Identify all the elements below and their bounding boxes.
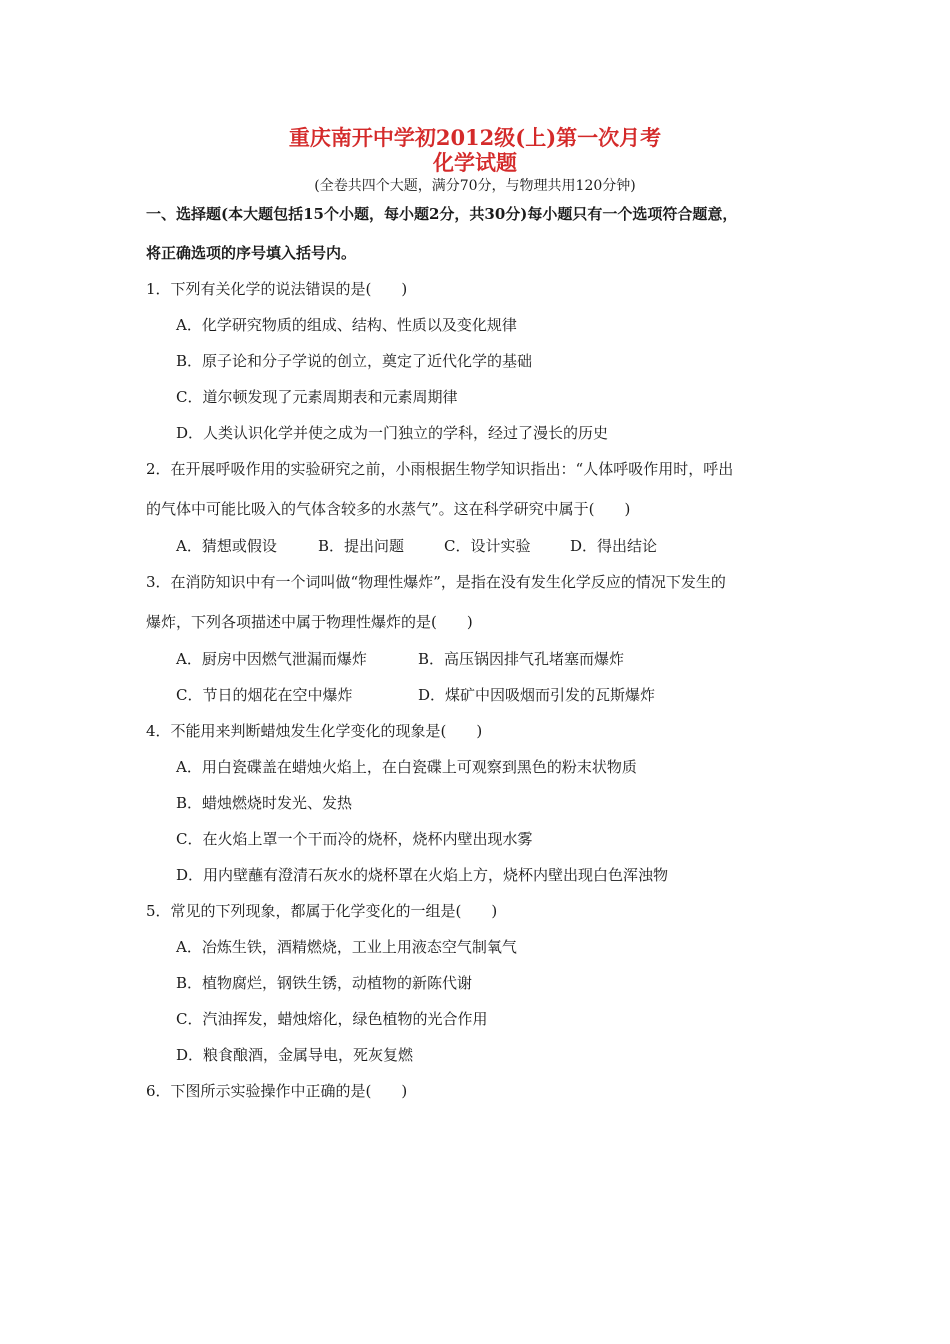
question-3-stem: 3．在消防知识中有一个词叫做“物理性爆炸”，是指在没有发生化学反应的情况下发生的 (146, 573, 726, 591)
question-4-option-c: C．在火焰上罩一个干而冷的烧杯，烧杯内壁出现水雾 (176, 830, 533, 848)
question-3-option-a: A．厨房中因燃气泄漏而爆炸 (176, 650, 367, 668)
question-2-option-c: C．设计实验 (444, 537, 531, 555)
subject-title: 化学试题 (433, 150, 517, 175)
question-1-option-d: D．人类认识化学并使之成为一门独立的学科，经过了漫长的历史 (176, 424, 609, 442)
question-5-stem: 5．常见的下列现象，都属于化学变化的一组是( ) (146, 902, 498, 920)
question-2-stem: 2．在开展呼吸作用的实验研究之前，小雨根据生物学知识指出：“人体呼吸作用时，呼出 (146, 460, 734, 478)
exam-title: 重庆南开中学初2012级(上)第一次月考 (288, 125, 662, 150)
question-5-option-c: C．汽油挥发，蜡烛熔化，绿色植物的光合作用 (176, 1010, 488, 1028)
question-2-option-d: D．得出结论 (570, 537, 658, 555)
question-3-options-row1 (176, 649, 624, 669)
question-3-option-d: D．煤矿中因吸烟而引发的瓦斯爆炸 (418, 686, 656, 704)
question-3-option-b: B．高压锅因排气孔堵塞而爆炸 (418, 650, 625, 668)
exam-info: (全卷共四个大题，满分70分，与物理共用120分钟) (314, 178, 636, 194)
question-2-option-a: A．猜想或假设 (176, 537, 277, 555)
question-2-options (176, 536, 657, 556)
question-1-stem: 1．下列有关化学的说法错误的是( ) (146, 280, 408, 298)
question-4-option-b: B．蜡烛燃烧时发光、发热 (176, 794, 353, 812)
question-5-option-b: B．植物腐烂，钢铁生锈，动植物的新陈代谢 (176, 974, 473, 992)
question-3-options-row2 (176, 685, 655, 705)
question-3-stem-cont: 爆炸，下列各项描述中属于物理性爆炸的是( ) (146, 613, 473, 631)
question-4-option-d: D．用内壁蘸有澄清石灰水的烧杯罩在火焰上方，烧杯内壁出现白色浑浊物 (176, 866, 669, 884)
section-heading-cont: 将正确选项的序号填入括号内。 (146, 244, 357, 262)
question-5-option-a: A．冶炼生铁，酒精燃烧，工业上用液态空气制氧气 (176, 938, 517, 956)
question-4-stem: 4．不能用来判断蜡烛发生化学变化的现象是( ) (146, 722, 483, 740)
question-1-option-c: C．道尔顿发现了元素周期表和元素周期律 (176, 388, 458, 406)
question-1-option-a: A．化学研究物质的组成、结构、性质以及变化规律 (176, 316, 517, 334)
question-2-stem-cont: 的气体中可能比吸入的气体含较多的水蒸气”。这在科学研究中属于( ) (146, 500, 631, 518)
question-4-option-a: A．用白瓷碟盖在蜡烛火焰上，在白瓷碟上可观察到黑色的粉末状物质 (176, 758, 637, 776)
question-2-option-b: B．提出问题 (318, 537, 405, 555)
question-6-stem: 6．下图所示实验操作中正确的是( ) (146, 1082, 408, 1100)
question-5-option-d: D．粮食酿酒，金属导电，死灰复燃 (176, 1046, 414, 1064)
question-1-option-b: B．原子论和分子学说的创立，奠定了近代化学的基础 (176, 352, 533, 370)
section-heading: 一、选择题(本大题包括15个小题，每小题2分，共30分)每小题只有一个选项符合题意， (146, 205, 738, 223)
question-3-option-c: C．节日的烟花在空中爆炸 (176, 686, 353, 704)
